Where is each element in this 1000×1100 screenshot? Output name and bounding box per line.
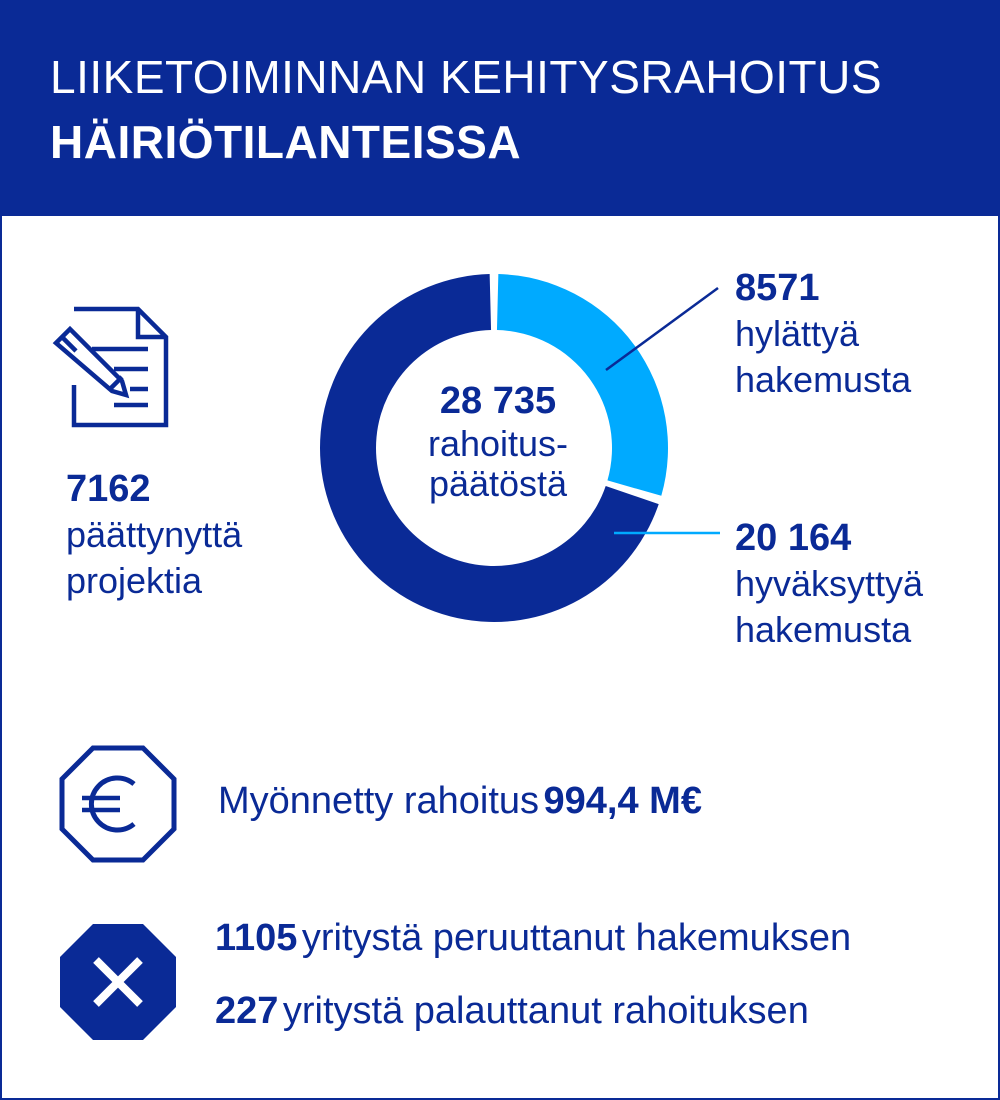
title-line1: LIIKETOIMINNAN KEHITYSRAHOITUS <box>50 51 883 103</box>
rejected-leader-line <box>606 288 718 370</box>
projects-label-line2: projektia <box>66 560 203 601</box>
accepted-value: 20 164 <box>735 517 852 559</box>
rejected-value: 8571 <box>735 267 820 309</box>
accepted-label-line2: hakemusta <box>735 609 912 650</box>
rejected-stat <box>735 265 911 403</box>
total-decisions-label-line1: rahoitus- <box>427 423 569 464</box>
total-decisions-value: 28 735 <box>439 380 557 422</box>
returned-funding-line <box>215 988 809 1034</box>
accepted-stat <box>735 515 923 653</box>
returned-label: yritystä palauttanut rahoituksen <box>282 990 809 1032</box>
projects-label-line1: päättynyttä <box>66 514 243 555</box>
withdrawn-label: yritystä peruuttanut hakemuksen <box>301 917 852 959</box>
withdrawn-value: 1105 <box>215 917 298 959</box>
accepted-label-line1: hyväksyttyä <box>735 563 924 604</box>
projects-value: 7162 <box>66 468 151 510</box>
euro-icon <box>58 744 178 864</box>
close-icon <box>58 922 178 1042</box>
rejected-label-line2: hakemusta <box>735 359 912 400</box>
funding-label: Myönnetty rahoitus <box>218 780 540 822</box>
returned-value: 227 <box>215 990 279 1032</box>
donut-center-label <box>390 378 606 504</box>
withdrawn-applications-line <box>215 915 851 961</box>
funding-line <box>218 778 702 824</box>
title-line2: HÄIRIÖTILANTEISSA <box>50 116 522 168</box>
rejected-label-line1: hylättyä <box>735 313 860 354</box>
funding-value: 994,4 M€ <box>543 780 702 822</box>
total-decisions-label-line2: päätöstä <box>428 463 568 504</box>
